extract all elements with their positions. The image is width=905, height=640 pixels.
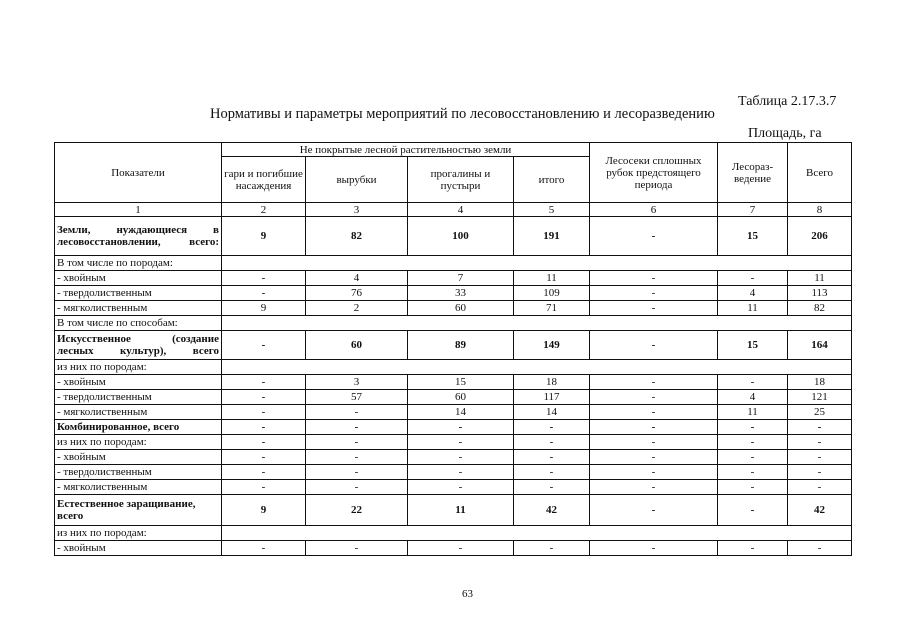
cell-value: - bbox=[590, 390, 718, 405]
row-label: - хвойным bbox=[55, 450, 222, 465]
cell-value: 18 bbox=[514, 375, 590, 390]
cell-value: - bbox=[514, 480, 590, 495]
table-row bbox=[55, 480, 852, 495]
cell-value: 11 bbox=[514, 271, 590, 286]
cell-value: - bbox=[718, 495, 788, 526]
cell-value: 15 bbox=[718, 331, 788, 360]
table-row bbox=[55, 256, 852, 271]
table-row bbox=[55, 420, 852, 435]
cell-value: 89 bbox=[408, 331, 514, 360]
cell-value: - bbox=[222, 420, 306, 435]
table-title: Нормативы и параметры мероприятий по лесовосстановлению и лесоразведению bbox=[210, 106, 715, 122]
cell-value: - bbox=[514, 435, 590, 450]
cell-value: - bbox=[222, 286, 306, 301]
cell-value: 42 bbox=[788, 495, 852, 526]
cell-value: - bbox=[306, 420, 408, 435]
cell-value: - bbox=[788, 420, 852, 435]
cell-value: - bbox=[788, 450, 852, 465]
cell-value: - bbox=[306, 450, 408, 465]
cell-value: - bbox=[408, 450, 514, 465]
cell-value: - bbox=[222, 541, 306, 556]
table-row bbox=[55, 526, 852, 541]
cell-value: - bbox=[718, 541, 788, 556]
cell-value: - bbox=[788, 480, 852, 495]
cell-value: 60 bbox=[408, 301, 514, 316]
header-indicators: Показатели bbox=[55, 143, 222, 203]
cell-value: - bbox=[306, 435, 408, 450]
col-number: 5 bbox=[514, 203, 590, 217]
table-row bbox=[55, 316, 852, 331]
cell-value: 15 bbox=[718, 217, 788, 256]
page-number: 63 bbox=[462, 588, 473, 600]
cell-value: - bbox=[718, 465, 788, 480]
cell-value: - bbox=[306, 405, 408, 420]
cell-value: - bbox=[222, 271, 306, 286]
cell-value: - bbox=[408, 541, 514, 556]
row-label: из них по породам: bbox=[55, 360, 222, 375]
header-not-covered-group: Не покрытые лесной растительностью земли bbox=[222, 143, 590, 157]
table-row bbox=[55, 390, 852, 405]
cell-value: 164 bbox=[788, 331, 852, 360]
col-number: 1 bbox=[55, 203, 222, 217]
cell-value: - bbox=[718, 271, 788, 286]
row-label: Земли, нуждающиеся в лесовосстановлении, всего: bbox=[55, 217, 222, 256]
cell-value: 4 bbox=[718, 390, 788, 405]
col-number: 6 bbox=[590, 203, 718, 217]
cell-value: - bbox=[590, 495, 718, 526]
table-label: Таблица 2.17.3.7 bbox=[738, 94, 837, 109]
cell-value: - bbox=[590, 450, 718, 465]
cell-value: - bbox=[718, 375, 788, 390]
cell-value: - bbox=[306, 480, 408, 495]
cell-value: 25 bbox=[788, 405, 852, 420]
cell-value: - bbox=[718, 420, 788, 435]
row-label: - мягколиственным bbox=[55, 480, 222, 495]
cell-value: - bbox=[222, 331, 306, 360]
table-row bbox=[55, 301, 852, 316]
row-label: Комбинированное, всего bbox=[55, 420, 222, 435]
cell-value: 76 bbox=[306, 286, 408, 301]
table-row bbox=[55, 465, 852, 480]
cell-value: - bbox=[222, 480, 306, 495]
cell-value: - bbox=[718, 435, 788, 450]
table-row bbox=[55, 286, 852, 301]
row-label: - хвойным bbox=[55, 375, 222, 390]
cell-value: - bbox=[222, 465, 306, 480]
cell-value: 11 bbox=[408, 495, 514, 526]
cell-value: - bbox=[306, 465, 408, 480]
cell-value: - bbox=[514, 420, 590, 435]
table-row bbox=[55, 375, 852, 390]
cell-value: 117 bbox=[514, 390, 590, 405]
row-label: - твердолиственным bbox=[55, 286, 222, 301]
cell-value: 82 bbox=[788, 301, 852, 316]
table-row bbox=[55, 450, 852, 465]
header-burns: гари и погибшие насаждения bbox=[222, 157, 306, 203]
cell-value: - bbox=[408, 480, 514, 495]
cell-value: 4 bbox=[718, 286, 788, 301]
col-number: 2 bbox=[222, 203, 306, 217]
row-label: из них по породам: bbox=[55, 435, 222, 450]
empty-cell bbox=[222, 526, 852, 541]
measures-table bbox=[54, 142, 852, 556]
cell-value: 191 bbox=[514, 217, 590, 256]
cell-value: - bbox=[590, 375, 718, 390]
cell-value: 14 bbox=[408, 405, 514, 420]
cell-value: 2 bbox=[306, 301, 408, 316]
cell-value: 11 bbox=[718, 405, 788, 420]
cell-value: - bbox=[514, 450, 590, 465]
cell-value: 9 bbox=[222, 495, 306, 526]
row-label: - мягколиственным bbox=[55, 405, 222, 420]
empty-cell bbox=[222, 316, 852, 331]
cell-value: 60 bbox=[306, 331, 408, 360]
cell-value: 3 bbox=[306, 375, 408, 390]
table-row bbox=[55, 495, 852, 526]
col-number: 3 bbox=[306, 203, 408, 217]
cell-value: 149 bbox=[514, 331, 590, 360]
header-all: Всего bbox=[788, 143, 852, 203]
col-number: 4 bbox=[408, 203, 514, 217]
empty-cell bbox=[222, 360, 852, 375]
header-glades: прогалины и пустыри bbox=[408, 157, 514, 203]
cell-value: - bbox=[222, 435, 306, 450]
cell-value: - bbox=[718, 450, 788, 465]
cell-value: 121 bbox=[788, 390, 852, 405]
table-row bbox=[55, 331, 852, 360]
cell-value: - bbox=[788, 541, 852, 556]
cell-value: 33 bbox=[408, 286, 514, 301]
cell-value: - bbox=[222, 450, 306, 465]
cell-value: 71 bbox=[514, 301, 590, 316]
cell-value: - bbox=[590, 217, 718, 256]
row-label: из них по породам: bbox=[55, 526, 222, 541]
table-row bbox=[55, 217, 852, 256]
header-cuttings: вырубки bbox=[306, 157, 408, 203]
table-row bbox=[55, 541, 852, 556]
cell-value: 18 bbox=[788, 375, 852, 390]
cell-value: 14 bbox=[514, 405, 590, 420]
cell-value: 113 bbox=[788, 286, 852, 301]
row-label: - хвойным bbox=[55, 541, 222, 556]
cell-value: - bbox=[514, 541, 590, 556]
cell-value: - bbox=[788, 465, 852, 480]
cell-value: 82 bbox=[306, 217, 408, 256]
cell-value: - bbox=[222, 405, 306, 420]
cell-value: - bbox=[408, 435, 514, 450]
table-row bbox=[55, 360, 852, 375]
cell-value: - bbox=[590, 301, 718, 316]
cell-value: - bbox=[306, 541, 408, 556]
cell-value: - bbox=[590, 435, 718, 450]
cell-value: 11 bbox=[788, 271, 852, 286]
row-label: В том числе по способам: bbox=[55, 316, 222, 331]
cell-value: 22 bbox=[306, 495, 408, 526]
units-label: Площадь, га bbox=[748, 126, 822, 141]
cell-value: - bbox=[590, 271, 718, 286]
cell-value: 4 bbox=[306, 271, 408, 286]
empty-cell bbox=[222, 256, 852, 271]
cell-value: 11 bbox=[718, 301, 788, 316]
cell-value: 7 bbox=[408, 271, 514, 286]
cell-value: 57 bbox=[306, 390, 408, 405]
cell-value: - bbox=[590, 405, 718, 420]
row-label: Естественное заращивание, всего bbox=[55, 495, 222, 526]
header-clearcut: Лесосеки сплошных рубок предстоящего периода bbox=[590, 143, 718, 203]
row-label: - хвойным bbox=[55, 271, 222, 286]
header-total-sub: итого bbox=[514, 157, 590, 203]
col-number: 7 bbox=[718, 203, 788, 217]
table-row bbox=[55, 435, 852, 450]
cell-value: - bbox=[590, 541, 718, 556]
cell-value: - bbox=[222, 375, 306, 390]
cell-value: - bbox=[408, 465, 514, 480]
cell-value: 9 bbox=[222, 301, 306, 316]
row-label: - твердолиственным bbox=[55, 390, 222, 405]
header-afforestation: Лесораз-ведение bbox=[718, 143, 788, 203]
cell-value: - bbox=[788, 435, 852, 450]
table-row bbox=[55, 271, 852, 286]
cell-value: - bbox=[514, 465, 590, 480]
cell-value: - bbox=[718, 480, 788, 495]
row-label: - мягколиственным bbox=[55, 301, 222, 316]
cell-value: - bbox=[590, 465, 718, 480]
cell-value: - bbox=[590, 480, 718, 495]
cell-value: 42 bbox=[514, 495, 590, 526]
cell-value: 100 bbox=[408, 217, 514, 256]
row-label: В том числе по породам: bbox=[55, 256, 222, 271]
cell-value: 109 bbox=[514, 286, 590, 301]
cell-value: - bbox=[222, 390, 306, 405]
row-label: - твердолиственным bbox=[55, 465, 222, 480]
table-row bbox=[55, 405, 852, 420]
col-number: 8 bbox=[788, 203, 852, 217]
cell-value: - bbox=[590, 286, 718, 301]
cell-value: 206 bbox=[788, 217, 852, 256]
cell-value: - bbox=[590, 331, 718, 360]
cell-value: - bbox=[408, 420, 514, 435]
cell-value: 60 bbox=[408, 390, 514, 405]
cell-value: 15 bbox=[408, 375, 514, 390]
cell-value: 9 bbox=[222, 217, 306, 256]
row-label: Искусственное (создание лесных культур), всего bbox=[55, 331, 222, 360]
cell-value: - bbox=[590, 420, 718, 435]
